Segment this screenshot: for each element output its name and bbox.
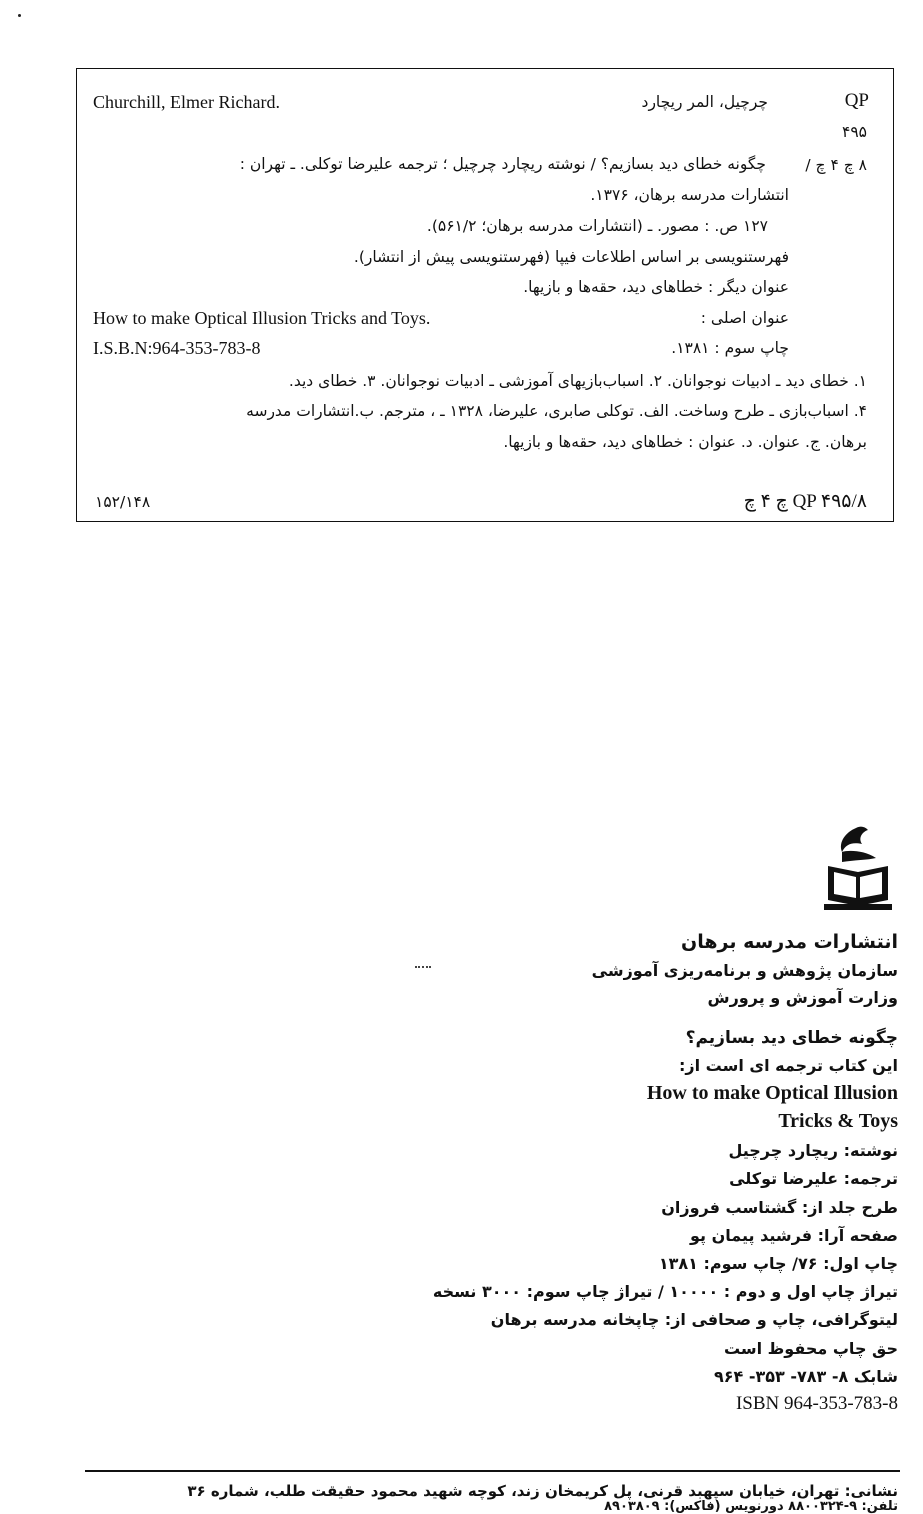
book-title: چگونه خطای دید بسازیم؟	[685, 1028, 898, 1048]
original-title-label: عنوان اصلی :	[700, 309, 789, 327]
publisher-org: سازمان پژوهش و برنامه‌ریزی آموزشی	[591, 961, 898, 980]
address-line: نشانی: تهران، خیابان سپهبد قرنی، پل کریمخان زند، کوچه شهید محمود حقیقت طلب، شماره ۳۶	[187, 1482, 898, 1500]
card-isbn: I.S.B.N:964-353-783-8	[93, 338, 261, 358]
subjects-line-1: ۱. خطای دید ـ ادبیات نوجوانان. ۲. اسباب‌بازیهای آموزشی ـ ادبیات نوجوانان. ۳. خطای دید.	[288, 372, 867, 390]
class-number: ۴۹۵	[842, 123, 867, 141]
subjects-line-2: ۴. اسباب‌بازی ـ طرح وساخت. الف. توکلی صابری، علیرضا، ۱۳۲۸ ـ ، مترجم. ب.انتشارات مدرسه	[246, 402, 867, 420]
bottom-number: ۱۵۲/۱۴۸	[95, 493, 151, 511]
author-credit: نوشته: ریچارد چرچیل	[728, 1141, 898, 1160]
phone-line: تلفن: ۹-۸۸۰۰۳۲۴ دورنویس (فاکس): ۸۹۰۳۸۰۹	[604, 1499, 898, 1514]
publisher-ministry: وزارت آموزش و پرورش	[707, 988, 898, 1007]
catalog-card	[76, 68, 894, 522]
shabak-number: شابک ۸- ۷۸۳- ۳۵۳- ۹۶۴	[713, 1367, 898, 1386]
author-latin: Churchill, Elmer Richard.	[93, 92, 280, 112]
printing-info: لیتوگرافی، چاپ و صحافی از: چاپخانه مدرسه برهان	[490, 1310, 898, 1329]
title-line-1: چگونه خطای دید بسازیم؟ / نوشته ریچارد چرچیل ؛ ترجمه علیرضا توکلی. ـ تهران :	[239, 155, 766, 173]
scan-speck	[18, 14, 21, 17]
translator-credit: ترجمه: علیرضا توکلی	[729, 1169, 898, 1188]
book-logo-icon	[818, 822, 898, 914]
fipa-note: فهرستنویسی بر اساس اطلاعات فیپا (فهرستنویسی پیش از انتشار).	[353, 248, 789, 266]
publisher-name: انتشارات مدرسه برهان	[680, 931, 898, 953]
third-print: چاپ سوم : ۱۳۸۱.	[671, 339, 789, 357]
rights-notice: حق چاپ محفوظ است	[723, 1339, 898, 1358]
title-line-2: انتشارات مدرسه برهان، ۱۳۷۶.	[590, 186, 789, 204]
original-title: How to make Optical Illusion Tricks and Toys.	[93, 308, 431, 328]
translated-from: این کتاب ترجمه ای است از:	[679, 1056, 898, 1075]
subjects-line-3: برهان. ج. عنوان. د. عنوان : خطاهای دید، حقه‌ها و بازیها.	[503, 433, 867, 451]
author-persian: چرچیل، المر ریچارد	[641, 93, 768, 111]
scan-mark	[415, 966, 431, 971]
bottom-class-number: QP ۴۹۵/۸ چ ۴ چ	[743, 491, 867, 512]
original-title-line-2: Tricks & Toys	[778, 1110, 898, 1132]
original-title-line-1: How to make Optical Illusion	[646, 1082, 898, 1104]
other-title: عنوان دیگر : خطاهای دید، حقه‌ها و بازیها.	[523, 278, 789, 296]
layout-credit: صفحه آرا: فرشید پیمان پو	[690, 1226, 898, 1245]
circulation-info: تیراژ چاپ اول و دوم : ۱۰۰۰۰ / تیراژ چاپ سوم: ۳۰۰۰ نسخه	[432, 1282, 898, 1301]
call-number: ۸ چ ۴ چ /	[805, 156, 867, 174]
editions-info: چاپ اول: ۷۶/ چاپ سوم: ۱۳۸۱	[658, 1254, 898, 1273]
class-qp: QP	[844, 90, 869, 111]
cover-credit: طرح جلد از: گشتاسب فروزان	[661, 1198, 898, 1217]
footer-divider	[85, 1470, 900, 1472]
pages-line: ۱۲۷ ص. : مصور. ـ (انتشارات مدرسه برهان؛ ۵۶۱/۲).	[426, 217, 768, 235]
isbn-number: ISBN 964-353-783-8	[735, 1393, 898, 1414]
